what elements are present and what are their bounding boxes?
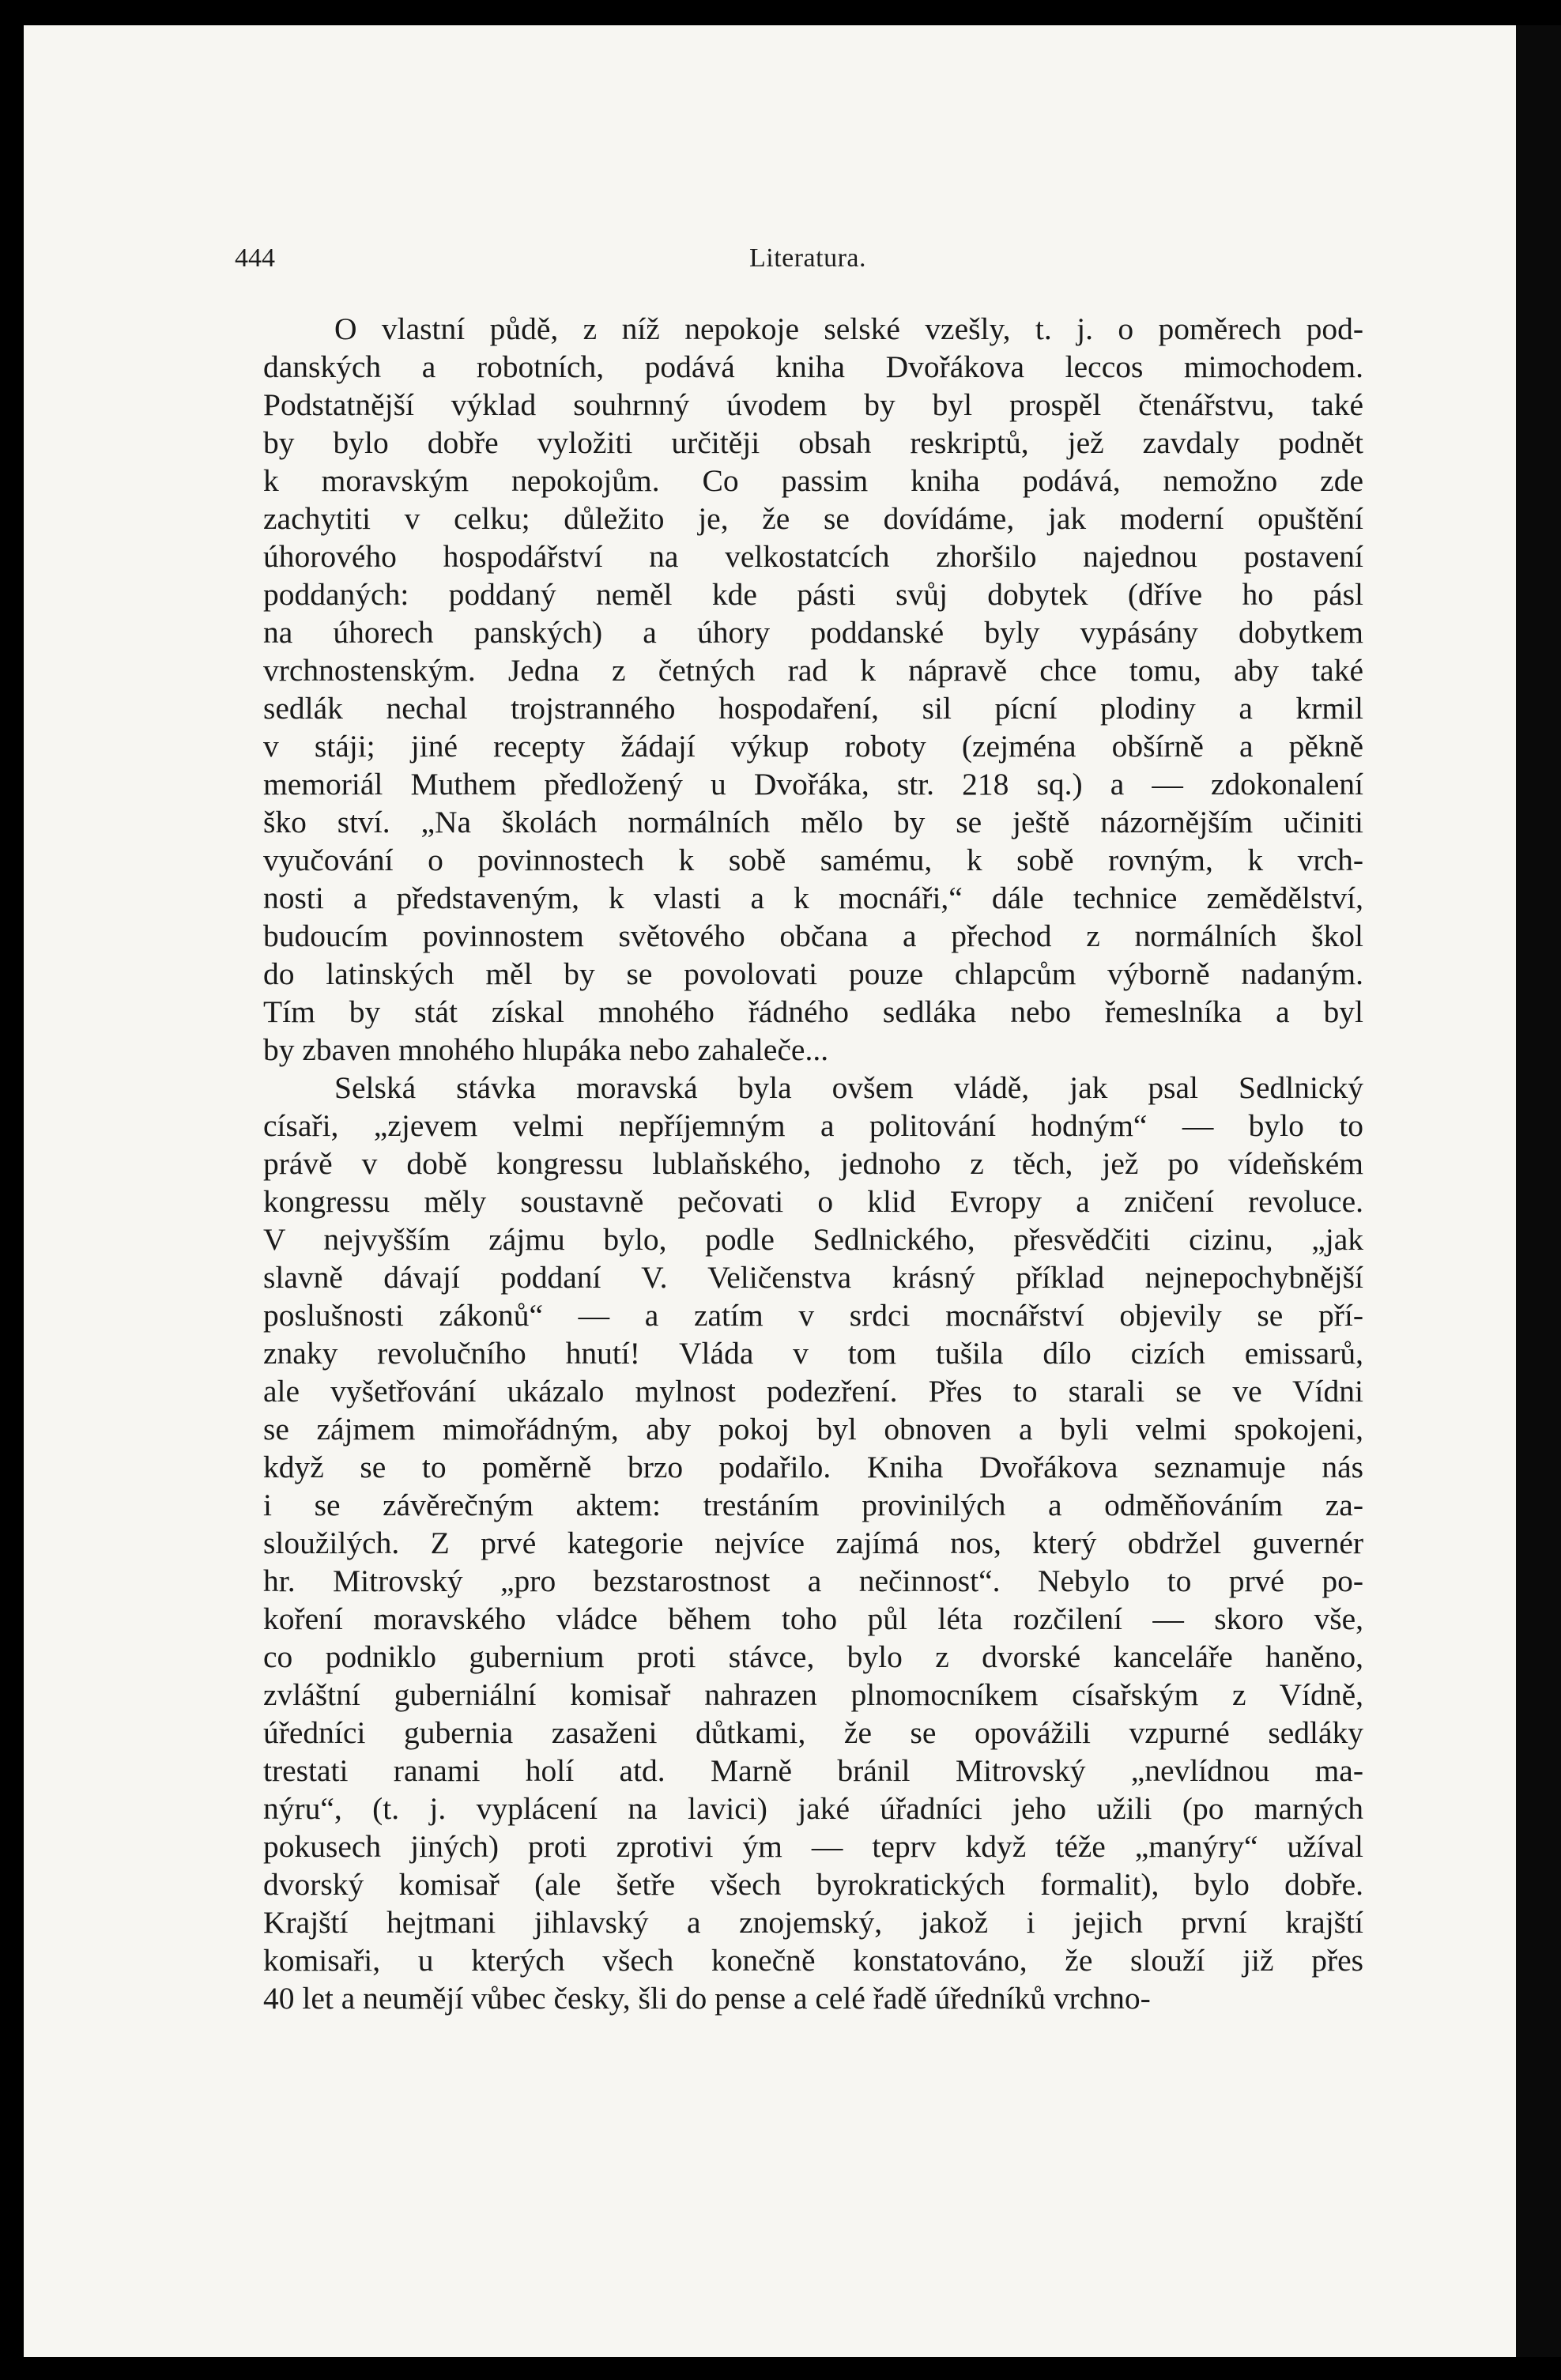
page-header: [235, 239, 1381, 278]
text-line: kongressu měly soustavně pečovati o klid Evropy a zničení revoluce.: [263, 1184, 1363, 1219]
text-line: danských a robotních, podává kniha Dvořákova leccos mimochodem.: [263, 349, 1363, 384]
text-line: nosti a představeným, k vlasti a k mocnáři,“ dále technice zemědělství,: [263, 881, 1363, 915]
scan-binding-edge: [1516, 25, 1561, 2357]
body-text: [263, 310, 1363, 2017]
text-line: poslušnosti zákonů“ — a zatím v srdci mocnářství objevily se pří-: [263, 1298, 1363, 1333]
text-line: O vlastní půdě, z níž nepokoje selské vzešly, t. j. o poměrech pod-: [334, 311, 1363, 346]
text-line: dvorský komisař (ale šetře všech byrokratických formalit), bylo dobře.: [263, 1867, 1363, 1902]
text-line: v stáji; jiné recepty žádají výkup roboty (zejména obšírně a pěkně: [263, 729, 1363, 764]
text-line: ško ství. „Na školách normálních mělo by se ještě názornějším učiniti: [263, 805, 1363, 839]
text-line: trestati ranami holí atd. Marně bránil Mitrovský „nevlídnou ma-: [263, 1753, 1363, 1788]
text-line: by bylo dobře vyložiti určitěji obsah reskriptů, jež zavdaly podnět: [263, 425, 1363, 460]
text-line: sedlák nechal trojstranného hospodaření, sil pícní plodiny a krmil: [263, 691, 1363, 726]
text-line: Tím by stát získal mnohého řádného sedláka nebo řemeslníka a byl: [263, 994, 1363, 1029]
text-line: sloužilých. Z prvé kategorie nejvíce zajímá nos, který obdržel guvernér: [263, 1526, 1363, 1560]
running-title: Literatura.: [748, 243, 867, 273]
text-line: císaři, „zjevem velmi nepříjemným a politování hodným“ — bylo to: [263, 1108, 1363, 1143]
text-line: vrchnostenským. Jedna z četných rad k nápravě chce tomu, aby také: [263, 653, 1363, 688]
text-line: koření moravského vládce během toho půl léta rozčilení — skoro vše,: [263, 1601, 1363, 1636]
text-line: 40 let a neumějí vůbec česky, šli do pense a celé řadě úředníků vrchno-: [263, 1981, 1151, 2016]
text-line: pokusech jiných) proti zprotivi ým — teprv když téže „manýry“ užíval: [263, 1829, 1363, 1864]
text-line: když se to poměrně brzo podařilo. Kniha Dvořákova seznamuje nás: [263, 1450, 1363, 1484]
text-line: hr. Mitrovský „pro bezstarostnost a nečinnost“. Nebylo to prvé po-: [263, 1563, 1363, 1598]
text-line: zvláštní guberniální komisař nahrazen plnomocníkem císařským z Vídně,: [263, 1677, 1363, 1712]
paragraph: [263, 310, 1363, 1069]
text-line: úředníci gubernia zasaženi důtkami, že se opovážili vzpurné sedláky: [263, 1715, 1363, 1750]
text-line: V nejvyšším zájmu bylo, podle Sedlnického, přesvědčiti cizinu, „jak: [263, 1222, 1363, 1257]
text-line: by zbaven mnohého hlupáka nebo zahaleče...: [263, 1032, 829, 1067]
text-line: právě v době kongressu lublaňského, jednoho z těch, jež po vídeňském: [263, 1146, 1363, 1181]
text-line: poddaných: poddaný neměl kde pásti svůj dobytek (dříve ho pásl: [263, 577, 1363, 612]
text-line: budoucím povinnostem světového občana a přechod z normálních škol: [263, 918, 1363, 953]
page-number: 444: [235, 243, 275, 273]
text-line: Podstatnější výklad souhrnný úvodem by byl prospěl čtenářstvu, také: [263, 387, 1363, 422]
text-line: ale vyšetřování ukázalo mylnost podezření. Přes to starali se ve Vídni: [263, 1374, 1363, 1409]
text-line: úhorového hospodářství na velkostatcích zhoršilo najednou postavení: [263, 539, 1363, 574]
text-line: se zájmem mimořádným, aby pokoj byl obnoven a byli velmi spokojeni,: [263, 1412, 1363, 1446]
text-line: Selská stávka moravská byla ovšem vládě, jak psal Sedlnický: [334, 1070, 1363, 1105]
text-line: co podniklo gubernium proti stávce, bylo z dvorské kanceláře haněno,: [263, 1639, 1363, 1674]
text-line: i se závěrečným aktem: trestáním provinilých a odměňováním za-: [263, 1488, 1363, 1522]
text-line: memoriál Muthem předložený u Dvořáka, str. 218 sq.) a — zdokonalení: [263, 767, 1363, 802]
text-line: zachytiti v celku; důležito je, že se dovídáme, jak moderní opuštění: [263, 501, 1363, 536]
text-line: k moravským nepokojům. Co passim kniha podává, nemožno zde: [263, 463, 1363, 498]
text-line: Krajští hejtmani jihlavský a znojemský, jakož i jejich první krajští: [263, 1905, 1363, 1940]
text-line: slavně dávají poddaní V. Veličenstva krásný příklad nejnepochybnější: [263, 1260, 1363, 1295]
text-line: vyučování o povinnostech k sobě samému, k sobě rovným, k vrch-: [263, 843, 1363, 877]
text-line: znaky revolučního hnutí! Vláda v tom tušila dílo cizích emissarů,: [263, 1336, 1363, 1371]
text-line: na úhorech panských) a úhory poddanské byly vypásány dobytkem: [263, 615, 1363, 650]
text-line: nýru“, (t. j. vyplácení na lavici) jaké úřadníci jeho užili (po marných: [263, 1791, 1363, 1826]
text-line: do latinských měl by se povolovati pouze chlapcům výborně nadaným.: [263, 956, 1363, 991]
paragraph: [263, 1069, 1363, 2017]
text-line: komisaři, u kterých všech konečně konstatováno, že slouží již přes: [263, 1943, 1363, 1978]
